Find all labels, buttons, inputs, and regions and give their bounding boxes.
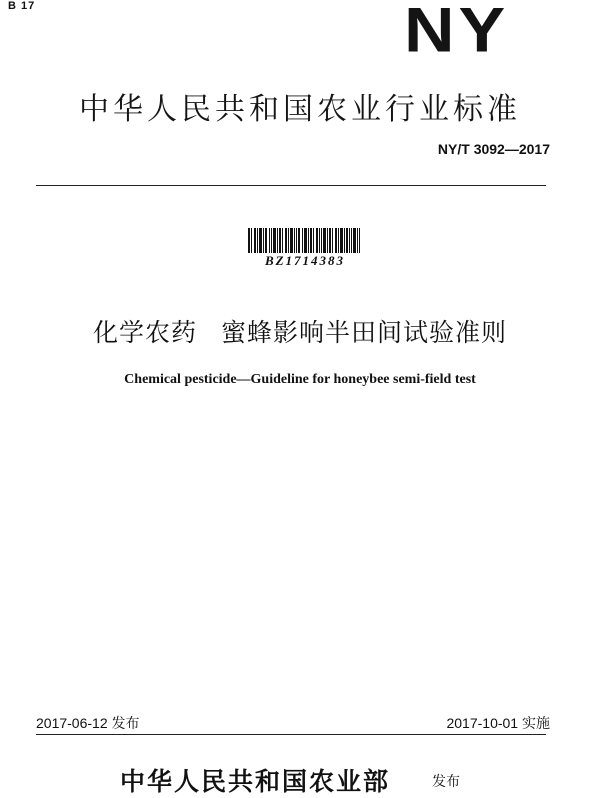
top-divider xyxy=(36,185,546,186)
ics-code: B 17 xyxy=(8,0,36,12)
barcode-graphic xyxy=(248,228,360,253)
document-title-en: Chemical pesticide—Guideline for honeybee semi-field test xyxy=(124,372,476,387)
standard-code: NY/T 3092—2017 xyxy=(437,141,550,157)
issue-date: 2017-06-12 发布 xyxy=(36,715,140,731)
publisher: 中华人民共和国农业部 xyxy=(120,767,391,796)
title-cn-part2: 蜜蜂影响半田间试验准则 xyxy=(221,318,508,347)
title-cn-part1: 化学农药 xyxy=(92,318,197,347)
bottom-divider xyxy=(36,734,546,735)
implementation-date: 2017-10-01 实施 xyxy=(446,715,550,731)
standard-logo: NY xyxy=(404,0,510,65)
barcode-number: BZ1714383 xyxy=(264,253,346,268)
document-title-cn xyxy=(0,313,600,349)
header-title: 中华人民共和国农业行业标准 xyxy=(79,92,521,127)
publisher-suffix: 发布 xyxy=(432,774,460,790)
